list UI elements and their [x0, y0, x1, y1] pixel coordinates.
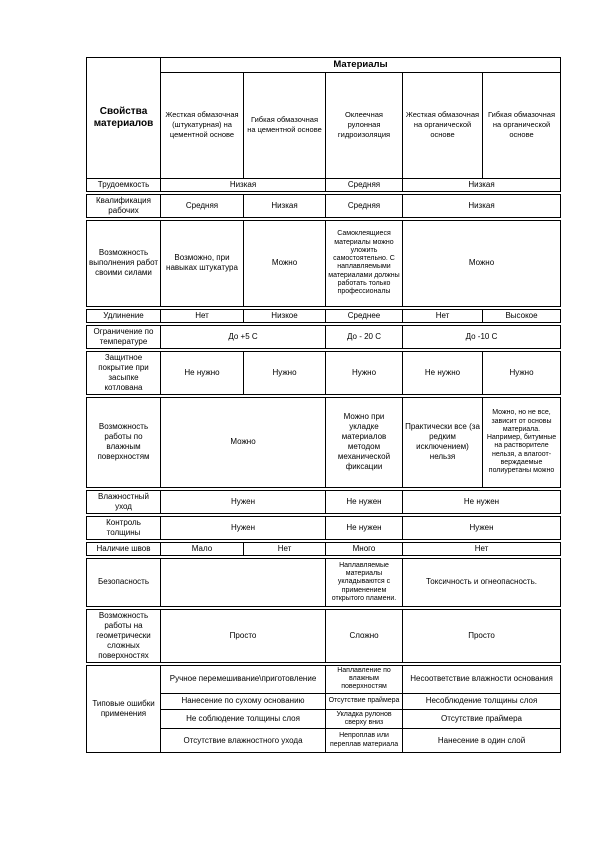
row-safety: [86, 558, 561, 607]
row-label: Безопасность: [87, 558, 161, 606]
row-group-typical-errors: [86, 665, 561, 753]
cell: До - 20 С: [326, 325, 403, 348]
row-complex-surfaces: [86, 609, 561, 663]
row-protective-cover: [86, 351, 561, 395]
row-labor-intensity: [87, 178, 561, 191]
row-label: Возможность выполнения работ своими силами: [87, 220, 161, 306]
cell: Низкая: [403, 178, 561, 191]
cell: Просто: [403, 609, 561, 662]
row-label: Квалификация рабочих: [87, 194, 161, 217]
row-elongation: [86, 309, 561, 323]
cell: Мало: [161, 542, 244, 555]
material-column-header: Жесткая обмазочная (штукатурная) на цементной основе: [161, 72, 244, 178]
row-temperature-limit: [86, 325, 561, 349]
cell: Не нужно: [161, 351, 244, 394]
cell: Низкое: [244, 309, 326, 322]
row-seams: [86, 542, 561, 556]
cell: Самоклеящиеся материалы можно уложить самостоятельно. С наплавляемыми материалами должны работать только профессионалы: [326, 220, 403, 306]
cell: Несоблюдение толщины слоя: [403, 693, 561, 709]
cell: Нужно: [326, 351, 403, 394]
cell: Высокое: [483, 309, 561, 322]
cell: Не соблюдение толщины слоя: [161, 709, 326, 729]
cell: Укладка рулонов сверху вниз: [326, 709, 403, 729]
material-column-header: Оклеечная рулонная гидроизоляция: [326, 72, 403, 178]
row-thickness-control: [86, 516, 561, 540]
row-wet-surface-work: [86, 397, 561, 488]
cell: Возможно, при навыках штукатура: [161, 220, 244, 306]
cell: Не нужно: [403, 351, 483, 394]
row-label: Возможность работы по влажным поверхностям: [87, 397, 161, 487]
row-label: Влажностный уход: [87, 490, 161, 513]
cell: До -10 С: [403, 325, 561, 348]
cell: Нужен: [403, 516, 561, 539]
cell: Наплавляемые материалы укладываются с применением открытого пламени.: [326, 558, 403, 606]
cell: Непроплав или переплав материала: [326, 729, 403, 753]
cell: Нанесение в один слой: [403, 729, 561, 753]
cell: Наплавление по влажным поверхностям: [326, 665, 403, 693]
cell: Низкая: [403, 194, 561, 217]
cell: Отсутствие праймера: [403, 709, 561, 729]
cell: Не нужен: [326, 516, 403, 539]
cell: Практически все (за редким исключением) нельзя: [403, 397, 483, 487]
cell: [161, 558, 326, 606]
cell: Среднее: [326, 309, 403, 322]
cell: Сложно: [326, 609, 403, 662]
cell: Нужно: [244, 351, 326, 394]
cell: Средняя: [326, 178, 403, 191]
row-worker-qualification: [86, 194, 561, 218]
cell: Нужно: [483, 351, 561, 394]
row-label: Типовые ошибки применения: [87, 665, 161, 752]
cell: Нет: [161, 309, 244, 322]
row-label: Ограничение по температуре: [87, 325, 161, 348]
cell: Средняя: [326, 194, 403, 217]
row-label: Защитное покрытие при засыпке котлована: [87, 351, 161, 394]
cell: Нужен: [161, 490, 326, 513]
cell: Отсутствие влажностного ухода: [161, 729, 326, 753]
cell: Отсутствие праймера: [326, 693, 403, 709]
cell: Средняя: [161, 194, 244, 217]
cell: Можно: [244, 220, 326, 306]
material-column-header: Гибкая обмазочная на цементной основе: [244, 72, 326, 178]
cell: Нет: [403, 309, 483, 322]
row-label: Удлинение: [87, 309, 161, 322]
cell: Нанесение по сухому основанию: [161, 693, 326, 709]
cell: Можно при укладке материалов методом механической фиксации: [326, 397, 403, 487]
cell: Нет: [403, 542, 561, 555]
row-label: Возможность работы на геометрически сложных поверхностях: [87, 609, 161, 662]
cell: До +5 С: [161, 325, 326, 348]
row-label: Трудоемкость: [87, 178, 161, 191]
row-moisture-curing: [86, 490, 561, 514]
cell: Не нужен: [403, 490, 561, 513]
material-column-header: Жесткая обмазочная на органической основе: [403, 72, 483, 178]
cell: Несоответствие влажности основания: [403, 665, 561, 693]
cell: Нужен: [161, 516, 326, 539]
cell: Не нужен: [326, 490, 403, 513]
cell: Нет: [244, 542, 326, 555]
cell: Просто: [161, 609, 326, 662]
cell: Много: [326, 542, 403, 555]
row-label: Контроль толщины: [87, 516, 161, 539]
cell: Ручное перемешивание\приготовление: [161, 665, 326, 693]
row-label: Наличие швов: [87, 542, 161, 555]
materials-comparison-table: [86, 57, 562, 753]
cell: Низкая: [161, 178, 326, 191]
row-self-work-possibility: [86, 220, 561, 307]
materials-group-header: Материалы: [161, 58, 561, 73]
cell: Можно: [161, 397, 326, 487]
material-column-header: Гибкая обмазочная на органической основе: [483, 72, 561, 178]
cell: Низкая: [244, 194, 326, 217]
header-section: [86, 57, 561, 192]
cell: Токсичность и огнеопасность.: [403, 558, 561, 606]
cell: Можно: [403, 220, 561, 306]
cell: Можно, но не все, зависит от основы материала. Например, битумные на растворителе нельзя, а влагоот-верждаемые полиуретаны можно: [483, 397, 561, 487]
corner-label: Свойства материалов: [87, 58, 161, 179]
